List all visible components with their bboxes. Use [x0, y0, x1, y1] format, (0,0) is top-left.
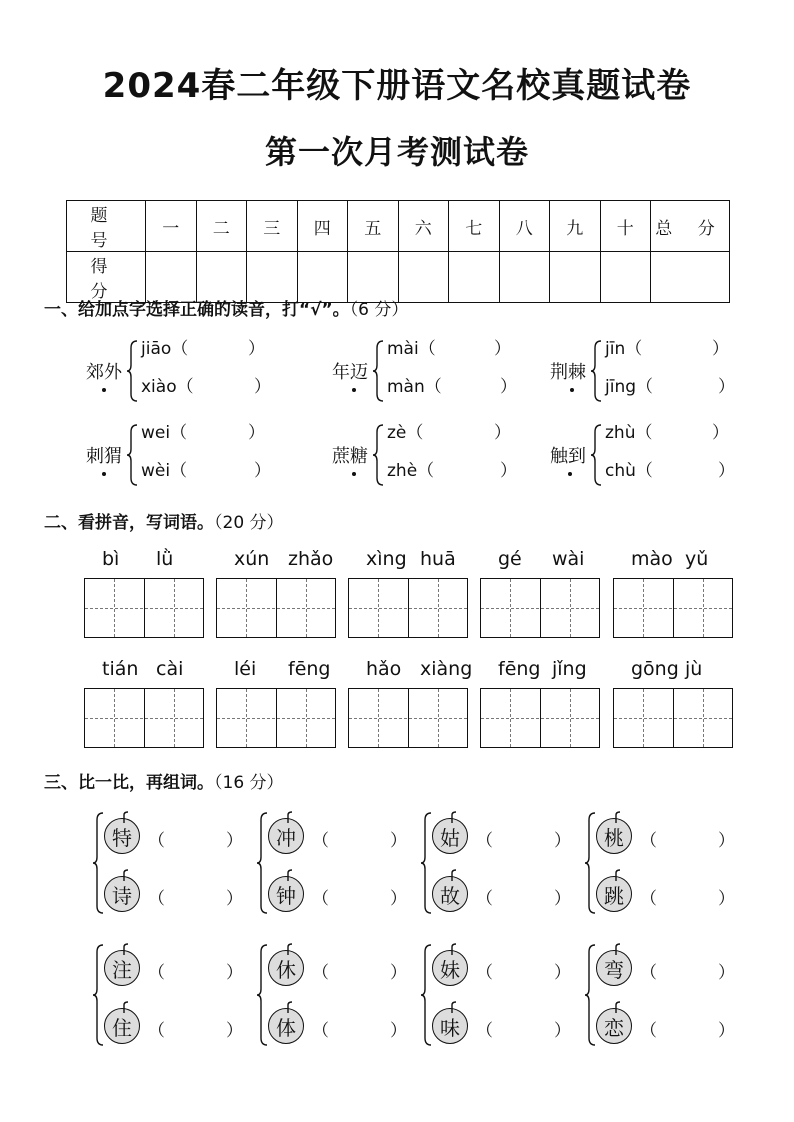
answer-open-paren[interactable]: （ — [476, 889, 493, 909]
emphasis-dot-icon — [102, 472, 106, 476]
answer-close-paren: ） — [554, 963, 571, 983]
compare-character: 特 — [112, 826, 132, 850]
brace-icon — [584, 812, 596, 914]
pinyin-label: huā — [420, 548, 456, 570]
answer-close-paren: ） — [712, 339, 729, 359]
apple-char-icon — [104, 812, 144, 852]
pinyin-label: xìng — [366, 548, 407, 570]
pinyin-option[interactable]: chù（ — [605, 461, 653, 481]
score-cell: 六 — [398, 201, 449, 252]
grid-guide — [217, 608, 335, 609]
answer-close-paren: ） — [712, 423, 729, 443]
compare-pair — [92, 940, 252, 1050]
answer-open-paren[interactable]: （ — [640, 831, 657, 851]
answer-close-paren: ） — [718, 889, 735, 909]
section3-heading-text: 三、比一比，再组词。 — [44, 773, 214, 793]
score-input-cell[interactable] — [651, 252, 730, 303]
pinyin-writing-group — [216, 548, 338, 638]
compare-character: 妹 — [440, 958, 460, 982]
choice-word: 蔗糖 — [332, 446, 368, 467]
compare-character: 住 — [112, 1016, 132, 1040]
score-table — [66, 200, 730, 303]
apple-stem-icon — [119, 998, 129, 1010]
pinyin-writing-group — [613, 658, 735, 748]
score-cell: 三 — [247, 201, 298, 252]
writing-grid[interactable] — [348, 578, 468, 638]
score-input-cell[interactable] — [550, 252, 601, 303]
grid-guide — [349, 608, 467, 609]
answer-close-paren: ） — [248, 423, 265, 443]
grid-guide — [85, 608, 203, 609]
writing-grid[interactable] — [84, 578, 204, 638]
answer-close-paren: ） — [390, 831, 407, 851]
pinyin-writing-group — [348, 658, 473, 748]
pinyin-option[interactable]: wei（ — [141, 423, 188, 443]
apple-stem-icon — [119, 866, 129, 878]
answer-open-paren[interactable]: （ — [312, 831, 329, 851]
choice-word: 荆棘 — [550, 362, 586, 383]
pinyin-label: lǜ — [156, 548, 174, 570]
apple-stem-icon — [611, 998, 621, 1010]
apple-char-icon — [268, 870, 308, 910]
reading-choice-item — [332, 422, 522, 492]
brace-icon — [420, 944, 432, 1046]
score-input-cell[interactable] — [499, 252, 550, 303]
score-row-label: 得 分 — [67, 252, 146, 303]
emphasis-dot-icon — [352, 472, 356, 476]
pinyin-option[interactable]: zhè（ — [387, 461, 435, 481]
reading-choice-item — [332, 338, 522, 408]
section1-heading — [44, 295, 408, 320]
compare-pair — [584, 808, 744, 918]
apple-stem-icon — [611, 866, 621, 878]
reading-choice-item — [86, 338, 276, 408]
compare-pair — [584, 940, 744, 1050]
compare-character: 诗 — [112, 884, 132, 908]
section2-heading-text: 二、看拼音，写词语。 — [44, 513, 214, 533]
brace-icon — [590, 424, 602, 486]
choice-word: 刺猬 — [86, 446, 122, 467]
exam-title: 2024春二年级下册语文名校真题试卷 — [102, 66, 692, 106]
score-cell: 九 — [550, 201, 601, 252]
score-cell: 八 — [499, 201, 550, 252]
reading-choice-item — [550, 422, 740, 492]
compare-pair — [256, 940, 416, 1050]
pinyin-label: wài — [552, 548, 585, 570]
pinyin-writing-group — [480, 658, 602, 748]
compare-pair — [420, 940, 580, 1050]
pinyin-option[interactable]: mài（ — [387, 339, 436, 359]
answer-close-paren: ） — [226, 889, 243, 909]
answer-open-paren[interactable]: （ — [640, 889, 657, 909]
grid-guide — [85, 718, 203, 719]
apple-stem-icon — [119, 940, 129, 952]
answer-close-paren: ） — [248, 339, 265, 359]
pinyin-label: gōng — [631, 658, 679, 680]
compare-character: 跳 — [604, 884, 624, 908]
answer-close-paren: ） — [254, 377, 271, 397]
compare-character: 注 — [112, 958, 132, 982]
answer-close-paren: ） — [554, 831, 571, 851]
pinyin-writing-group — [84, 658, 206, 748]
pinyin-label: yǔ — [685, 548, 709, 570]
pinyin-option[interactable]: jīng（ — [605, 377, 654, 397]
apple-stem-icon — [119, 808, 129, 820]
pinyin-label: gé — [498, 548, 522, 570]
section3-points: （16 分） — [214, 773, 284, 793]
answer-close-paren: ） — [226, 831, 243, 851]
apple-char-icon — [268, 944, 308, 984]
apple-char-icon — [432, 944, 472, 984]
brace-icon — [590, 340, 602, 402]
apple-char-icon — [432, 812, 472, 852]
compare-character: 故 — [440, 884, 460, 908]
brace-icon — [372, 340, 384, 402]
answer-close-paren: ） — [390, 963, 407, 983]
emphasis-dot-icon — [568, 472, 572, 476]
pinyin-option[interactable]: jīn（ — [605, 339, 643, 359]
writing-grid[interactable] — [480, 578, 600, 638]
apple-stem-icon — [447, 866, 457, 878]
pinyin-label: cài — [156, 658, 184, 680]
brace-icon — [372, 424, 384, 486]
answer-open-paren[interactable]: （ — [148, 889, 165, 909]
brace-icon — [584, 944, 596, 1046]
apple-char-icon — [596, 812, 636, 852]
emphasis-dot-icon — [352, 388, 356, 392]
pinyin-option[interactable]: zhù（ — [605, 423, 653, 443]
apple-stem-icon — [611, 808, 621, 820]
brace-icon — [126, 340, 138, 402]
pinyin-writing-group — [480, 548, 602, 638]
section1-heading-text: 一、给加点字选择正确的读音，打“√”。 — [44, 300, 350, 320]
brace-icon — [126, 424, 138, 486]
answer-close-paren: ） — [500, 461, 517, 481]
score-cell: 四 — [297, 201, 348, 252]
compare-character: 休 — [276, 958, 296, 982]
answer-close-paren: ） — [500, 377, 517, 397]
answer-close-paren: ） — [718, 831, 735, 851]
compare-pair — [92, 808, 252, 918]
answer-close-paren: ） — [718, 461, 735, 481]
emphasis-dot-icon — [102, 388, 106, 392]
grid-guide — [349, 718, 467, 719]
writing-grid[interactable] — [480, 688, 600, 748]
answer-open-paren[interactable]: （ — [312, 963, 329, 983]
pinyin-label: fēng — [498, 658, 541, 680]
pinyin-label: mào — [631, 548, 673, 570]
answer-open-paren[interactable]: （ — [476, 1021, 493, 1041]
answer-close-paren: ） — [554, 889, 571, 909]
score-cell: 题 号 — [67, 201, 146, 252]
writing-grid[interactable] — [216, 688, 336, 748]
score-input-cell[interactable] — [600, 252, 651, 303]
writing-grid[interactable] — [216, 578, 336, 638]
answer-close-paren: ） — [718, 377, 735, 397]
brace-icon — [256, 812, 268, 914]
compare-character: 姑 — [440, 826, 460, 850]
brace-icon — [256, 944, 268, 1046]
writing-grid[interactable] — [348, 688, 468, 748]
answer-close-paren: ） — [390, 889, 407, 909]
pinyin-option[interactable]: wèi（ — [141, 461, 188, 481]
pinyin-label: jǐng — [552, 658, 587, 680]
answer-open-paren[interactable]: （ — [148, 831, 165, 851]
pinyin-option[interactable]: zè（ — [387, 423, 424, 443]
pinyin-label: xiàng — [420, 658, 473, 680]
choice-word: 郊外 — [86, 362, 122, 383]
pinyin-label: zhǎo — [288, 548, 334, 570]
score-cell: 二 — [196, 201, 247, 252]
answer-close-paren: ） — [226, 1021, 243, 1041]
section3-heading — [44, 768, 284, 793]
compare-character: 恋 — [604, 1016, 624, 1040]
score-header-row — [67, 201, 730, 252]
grid-guide — [614, 608, 732, 609]
apple-char-icon — [104, 944, 144, 984]
section1-points: （6 分） — [349, 300, 409, 320]
apple-char-icon — [268, 1002, 308, 1042]
reading-choice-item — [550, 338, 740, 408]
apple-char-icon — [596, 870, 636, 910]
answer-open-paren[interactable]: （ — [312, 889, 329, 909]
compare-pair — [420, 808, 580, 918]
pinyin-label: léi — [234, 658, 257, 680]
emphasis-dot-icon — [570, 388, 574, 392]
answer-close-paren: ） — [254, 461, 271, 481]
apple-stem-icon — [283, 998, 293, 1010]
pinyin-writing-group — [613, 548, 735, 638]
section2-heading — [44, 508, 284, 533]
pinyin-label: tián — [102, 658, 139, 680]
grid-guide — [481, 608, 599, 609]
pinyin-label: bì — [102, 548, 120, 570]
answer-close-paren: ） — [494, 339, 511, 359]
pinyin-label: fēng — [288, 658, 331, 680]
apple-stem-icon — [283, 866, 293, 878]
reading-choice-item — [86, 422, 276, 492]
apple-char-icon — [596, 944, 636, 984]
apple-stem-icon — [447, 998, 457, 1010]
section2-points: （20 分） — [214, 513, 284, 533]
apple-stem-icon — [283, 808, 293, 820]
pinyin-option[interactable]: màn（ — [387, 377, 442, 397]
brace-icon — [92, 944, 104, 1046]
compare-character: 桃 — [604, 826, 624, 850]
compare-character: 冲 — [276, 826, 296, 850]
grid-guide — [217, 718, 335, 719]
pinyin-label: xún — [234, 548, 270, 570]
compare-character: 体 — [276, 1016, 296, 1040]
score-input-cell[interactable] — [449, 252, 500, 303]
compare-character: 钟 — [276, 884, 296, 908]
grid-guide — [481, 718, 599, 719]
apple-char-icon — [104, 1002, 144, 1042]
answer-open-paren[interactable]: （ — [476, 831, 493, 851]
score-cell: 十 — [600, 201, 651, 252]
pinyin-option[interactable]: jiāo（ — [141, 339, 189, 359]
apple-char-icon — [268, 812, 308, 852]
answer-close-paren: ） — [718, 1021, 735, 1041]
apple-stem-icon — [447, 940, 457, 952]
answer-open-paren[interactable]: （ — [312, 1021, 329, 1041]
compare-character: 味 — [440, 1016, 460, 1040]
apple-stem-icon — [447, 808, 457, 820]
score-cell: 总 分 — [651, 201, 730, 252]
answer-open-paren[interactable]: （ — [640, 963, 657, 983]
apple-char-icon — [432, 1002, 472, 1042]
pinyin-label: jù — [685, 658, 703, 680]
score-cell: 五 — [348, 201, 399, 252]
score-cell: 七 — [449, 201, 500, 252]
writing-grid[interactable] — [613, 688, 733, 748]
apple-char-icon — [432, 870, 472, 910]
score-cell: 一 — [146, 201, 197, 252]
pinyin-option[interactable]: xiào（ — [141, 377, 194, 397]
compare-character: 弯 — [604, 958, 624, 982]
answer-close-paren: ） — [390, 1021, 407, 1041]
answer-open-paren[interactable]: （ — [148, 1021, 165, 1041]
pinyin-label: hǎo — [366, 658, 402, 680]
answer-open-paren[interactable]: （ — [476, 963, 493, 983]
answer-close-paren: ） — [554, 1021, 571, 1041]
apple-stem-icon — [611, 940, 621, 952]
brace-icon — [92, 812, 104, 914]
exam-subtitle: 第一次月考测试卷 — [264, 133, 529, 171]
answer-open-paren[interactable]: （ — [640, 1021, 657, 1041]
choice-word: 触到 — [550, 446, 586, 467]
answer-open-paren[interactable]: （ — [148, 963, 165, 983]
apple-char-icon — [596, 1002, 636, 1042]
answer-close-paren: ） — [718, 963, 735, 983]
pinyin-writing-group — [348, 548, 470, 638]
pinyin-writing-group — [216, 658, 338, 748]
choice-word: 年迈 — [332, 362, 368, 383]
brace-icon — [420, 812, 432, 914]
compare-pair — [256, 808, 416, 918]
answer-close-paren: ） — [226, 963, 243, 983]
writing-grid[interactable] — [84, 688, 204, 748]
pinyin-writing-group — [84, 548, 206, 638]
answer-close-paren: ） — [494, 423, 511, 443]
writing-grid[interactable] — [613, 578, 733, 638]
apple-stem-icon — [283, 940, 293, 952]
grid-guide — [614, 718, 732, 719]
apple-char-icon — [104, 870, 144, 910]
